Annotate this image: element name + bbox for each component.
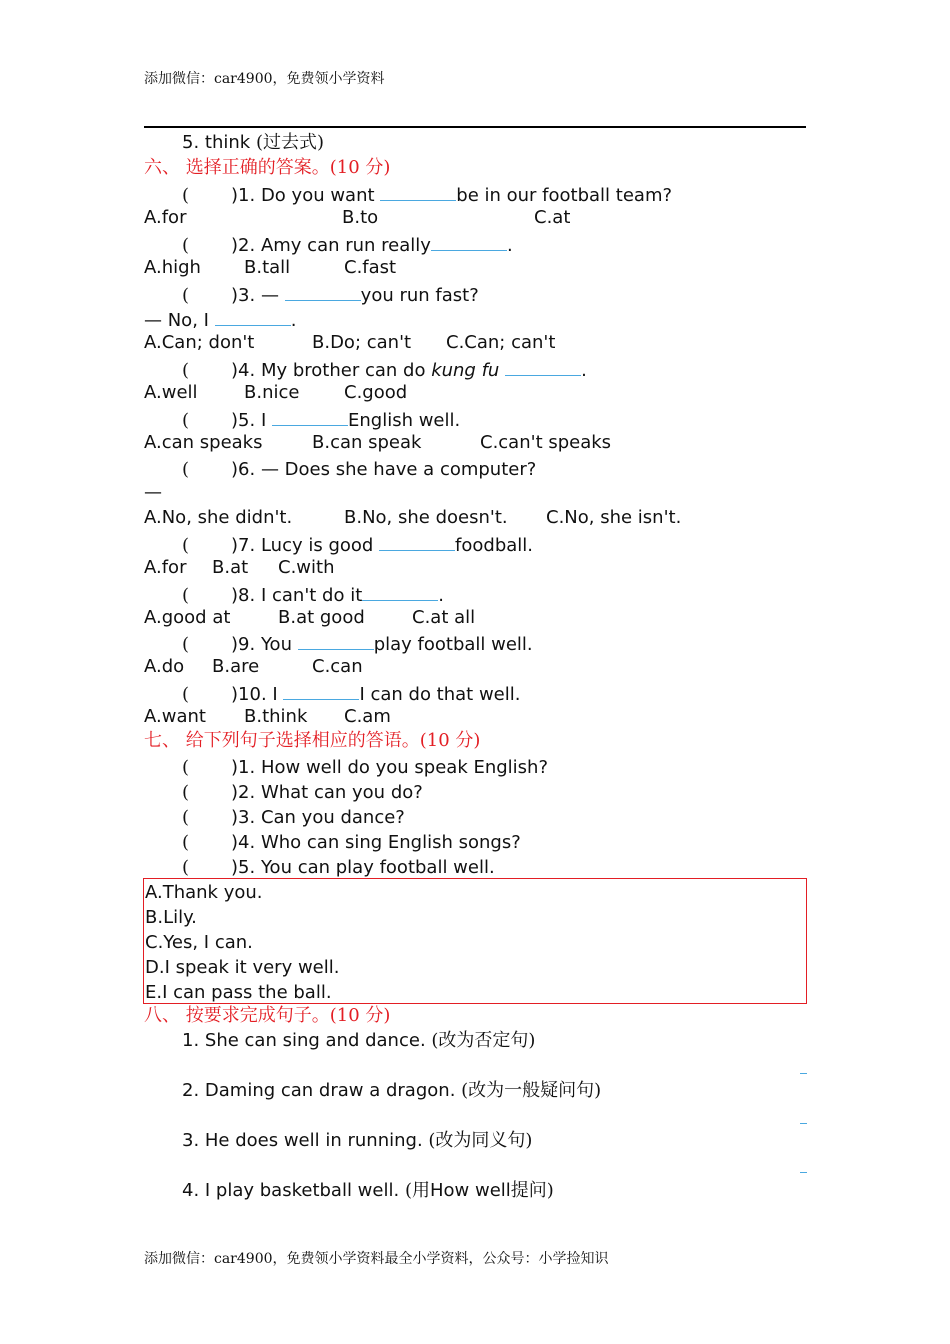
s6-q3-option-b: B.Do; can't — [312, 332, 412, 353]
s6-q10-option-c: C.am — [344, 706, 391, 727]
s6-q7-option-a: A.for — [144, 557, 187, 578]
s6-question-7: ( )7. Lucy is good foodball. — [182, 535, 534, 556]
s6-question-1: ( )1. Do you want be in our football team? — [182, 185, 673, 206]
s7-question-4: ( )4. Who can sing English songs? — [182, 832, 521, 853]
s6-q5-option-b: B.can speak — [312, 432, 422, 453]
s7-question-2: ( )2. What can you do? — [182, 782, 423, 803]
s6-q1-option-b: B.to — [342, 207, 379, 228]
header-watermark: 添加微信：car4900，免费领小学资料 — [144, 71, 385, 87]
section8-title: 八、 按要求完成句子。(10 分) — [144, 1005, 391, 1026]
s6-q6-option-a: A.No, she didn't. — [144, 507, 293, 528]
s6-q10-option-a: A.want — [144, 706, 206, 727]
answer-line[interactable] — [800, 1172, 807, 1173]
s6-q1-option-a: A.for — [144, 207, 187, 228]
s6-question-10: ( )10. I I can do that well. — [182, 684, 521, 705]
s6-question-5: ( )5. I English well. — [182, 410, 461, 431]
s6-q7-option-b: B.at — [212, 557, 249, 578]
s6-q3-option-a: A.Can; don't — [144, 332, 255, 353]
answer-blank[interactable] — [362, 584, 438, 601]
s6-q3-line2: — No, I . — [144, 310, 297, 331]
s6-q9-option-c: C.can — [312, 656, 363, 677]
s6-q1-option-c: C.at — [534, 207, 571, 228]
s6-q2-option-a: A.high — [144, 257, 201, 278]
s6-q8-option-a: A.good at — [144, 607, 231, 628]
s6-q10-option-b: B.think — [244, 706, 308, 727]
s7-question-1: ( )1. How well do you speak English? — [182, 757, 549, 778]
prev-item-text: 5. think — [182, 132, 251, 153]
s6-question-6: ( )6. — Does she have a computer? — [182, 459, 537, 480]
s6-question-9: ( )9. You play football well. — [182, 634, 533, 655]
s7-question-5: ( )5. You can play football well. — [182, 857, 495, 878]
s6-q4-option-c: C.good — [344, 382, 408, 403]
s6-q6-option-b: B.No, she doesn't. — [344, 507, 508, 528]
s6-question-8: ( )8. I can't do it . — [182, 585, 444, 606]
s8-item-1: 1. She can sing and dance. (改为否定句) — [182, 1030, 536, 1051]
s8-item-2: 2. Daming can draw a dragon. (改为一般疑问句) — [182, 1080, 602, 1101]
answer-option-b: B.Lily. — [145, 907, 197, 928]
answer-option-c: C.Yes, I can. — [145, 932, 253, 953]
answer-blank[interactable] — [505, 359, 581, 376]
answer-line[interactable] — [800, 1073, 807, 1074]
s6-question-3: ( )3. — you run fast? — [182, 285, 479, 306]
header-rule — [144, 126, 806, 128]
answer-blank[interactable] — [285, 284, 361, 301]
section6-title: 六、 选择正确的答案。(10 分) — [144, 157, 391, 178]
answer-line[interactable] — [800, 1123, 807, 1124]
s6-q4-option-a: A.well — [144, 382, 198, 403]
prev-item-hint: (过去式) — [255, 132, 324, 153]
section7-title: 七、 给下列句子选择相应的答语。(10 分) — [144, 730, 481, 751]
answer-option-d: D.I speak it very well. — [145, 957, 340, 978]
answer-blank[interactable] — [431, 234, 507, 251]
s6-q5-option-a: A.can speaks — [144, 432, 263, 453]
answer-blank[interactable] — [283, 683, 359, 700]
answer-blank[interactable] — [272, 409, 348, 426]
s6-q7-option-c: C.with — [278, 557, 335, 578]
s6-q5-option-c: C.can't speaks — [480, 432, 612, 453]
answer-blank[interactable] — [380, 184, 456, 201]
s6-q2-option-c: C.fast — [344, 257, 397, 278]
s6-q6-line2: — — [144, 482, 162, 503]
s6-q6-option-c: C.No, she isn't. — [546, 507, 682, 528]
s6-q4-option-b: B.nice — [244, 382, 300, 403]
s6-q3-option-c: C.Can; can't — [446, 332, 556, 353]
s6-question-2: ( )2. Amy can run really . — [182, 235, 513, 256]
s7-question-3: ( )3. Can you dance? — [182, 807, 405, 828]
answer-blank[interactable] — [379, 534, 455, 551]
s6-q9-option-b: B.are — [212, 656, 260, 677]
prev-item — [182, 134, 324, 152]
s8-item-4: 4. I play basketball well. (用How well提问) — [182, 1180, 554, 1201]
answer-option-a: A.Thank you. — [145, 882, 263, 903]
answer-box — [143, 878, 807, 1004]
s6-q9-option-a: A.do — [144, 656, 185, 677]
footer-watermark: 添加微信：car4900，免费领小学资料最全小学资料，公众号：小学捡知识 — [144, 1251, 609, 1267]
s8-item-3: 3. He does well in running. (改为同义句) — [182, 1130, 533, 1151]
s6-q8-option-b: B.at good — [278, 607, 365, 628]
s6-q2-option-b: B.tall — [244, 257, 291, 278]
s6-question-4: ( )4. My brother can do kung fu . — [182, 360, 587, 381]
answer-option-e: E.I can pass the ball. — [145, 982, 332, 1003]
answer-blank[interactable] — [298, 633, 374, 650]
s6-q8-option-c: C.at all — [412, 607, 476, 628]
answer-blank[interactable] — [215, 309, 291, 326]
